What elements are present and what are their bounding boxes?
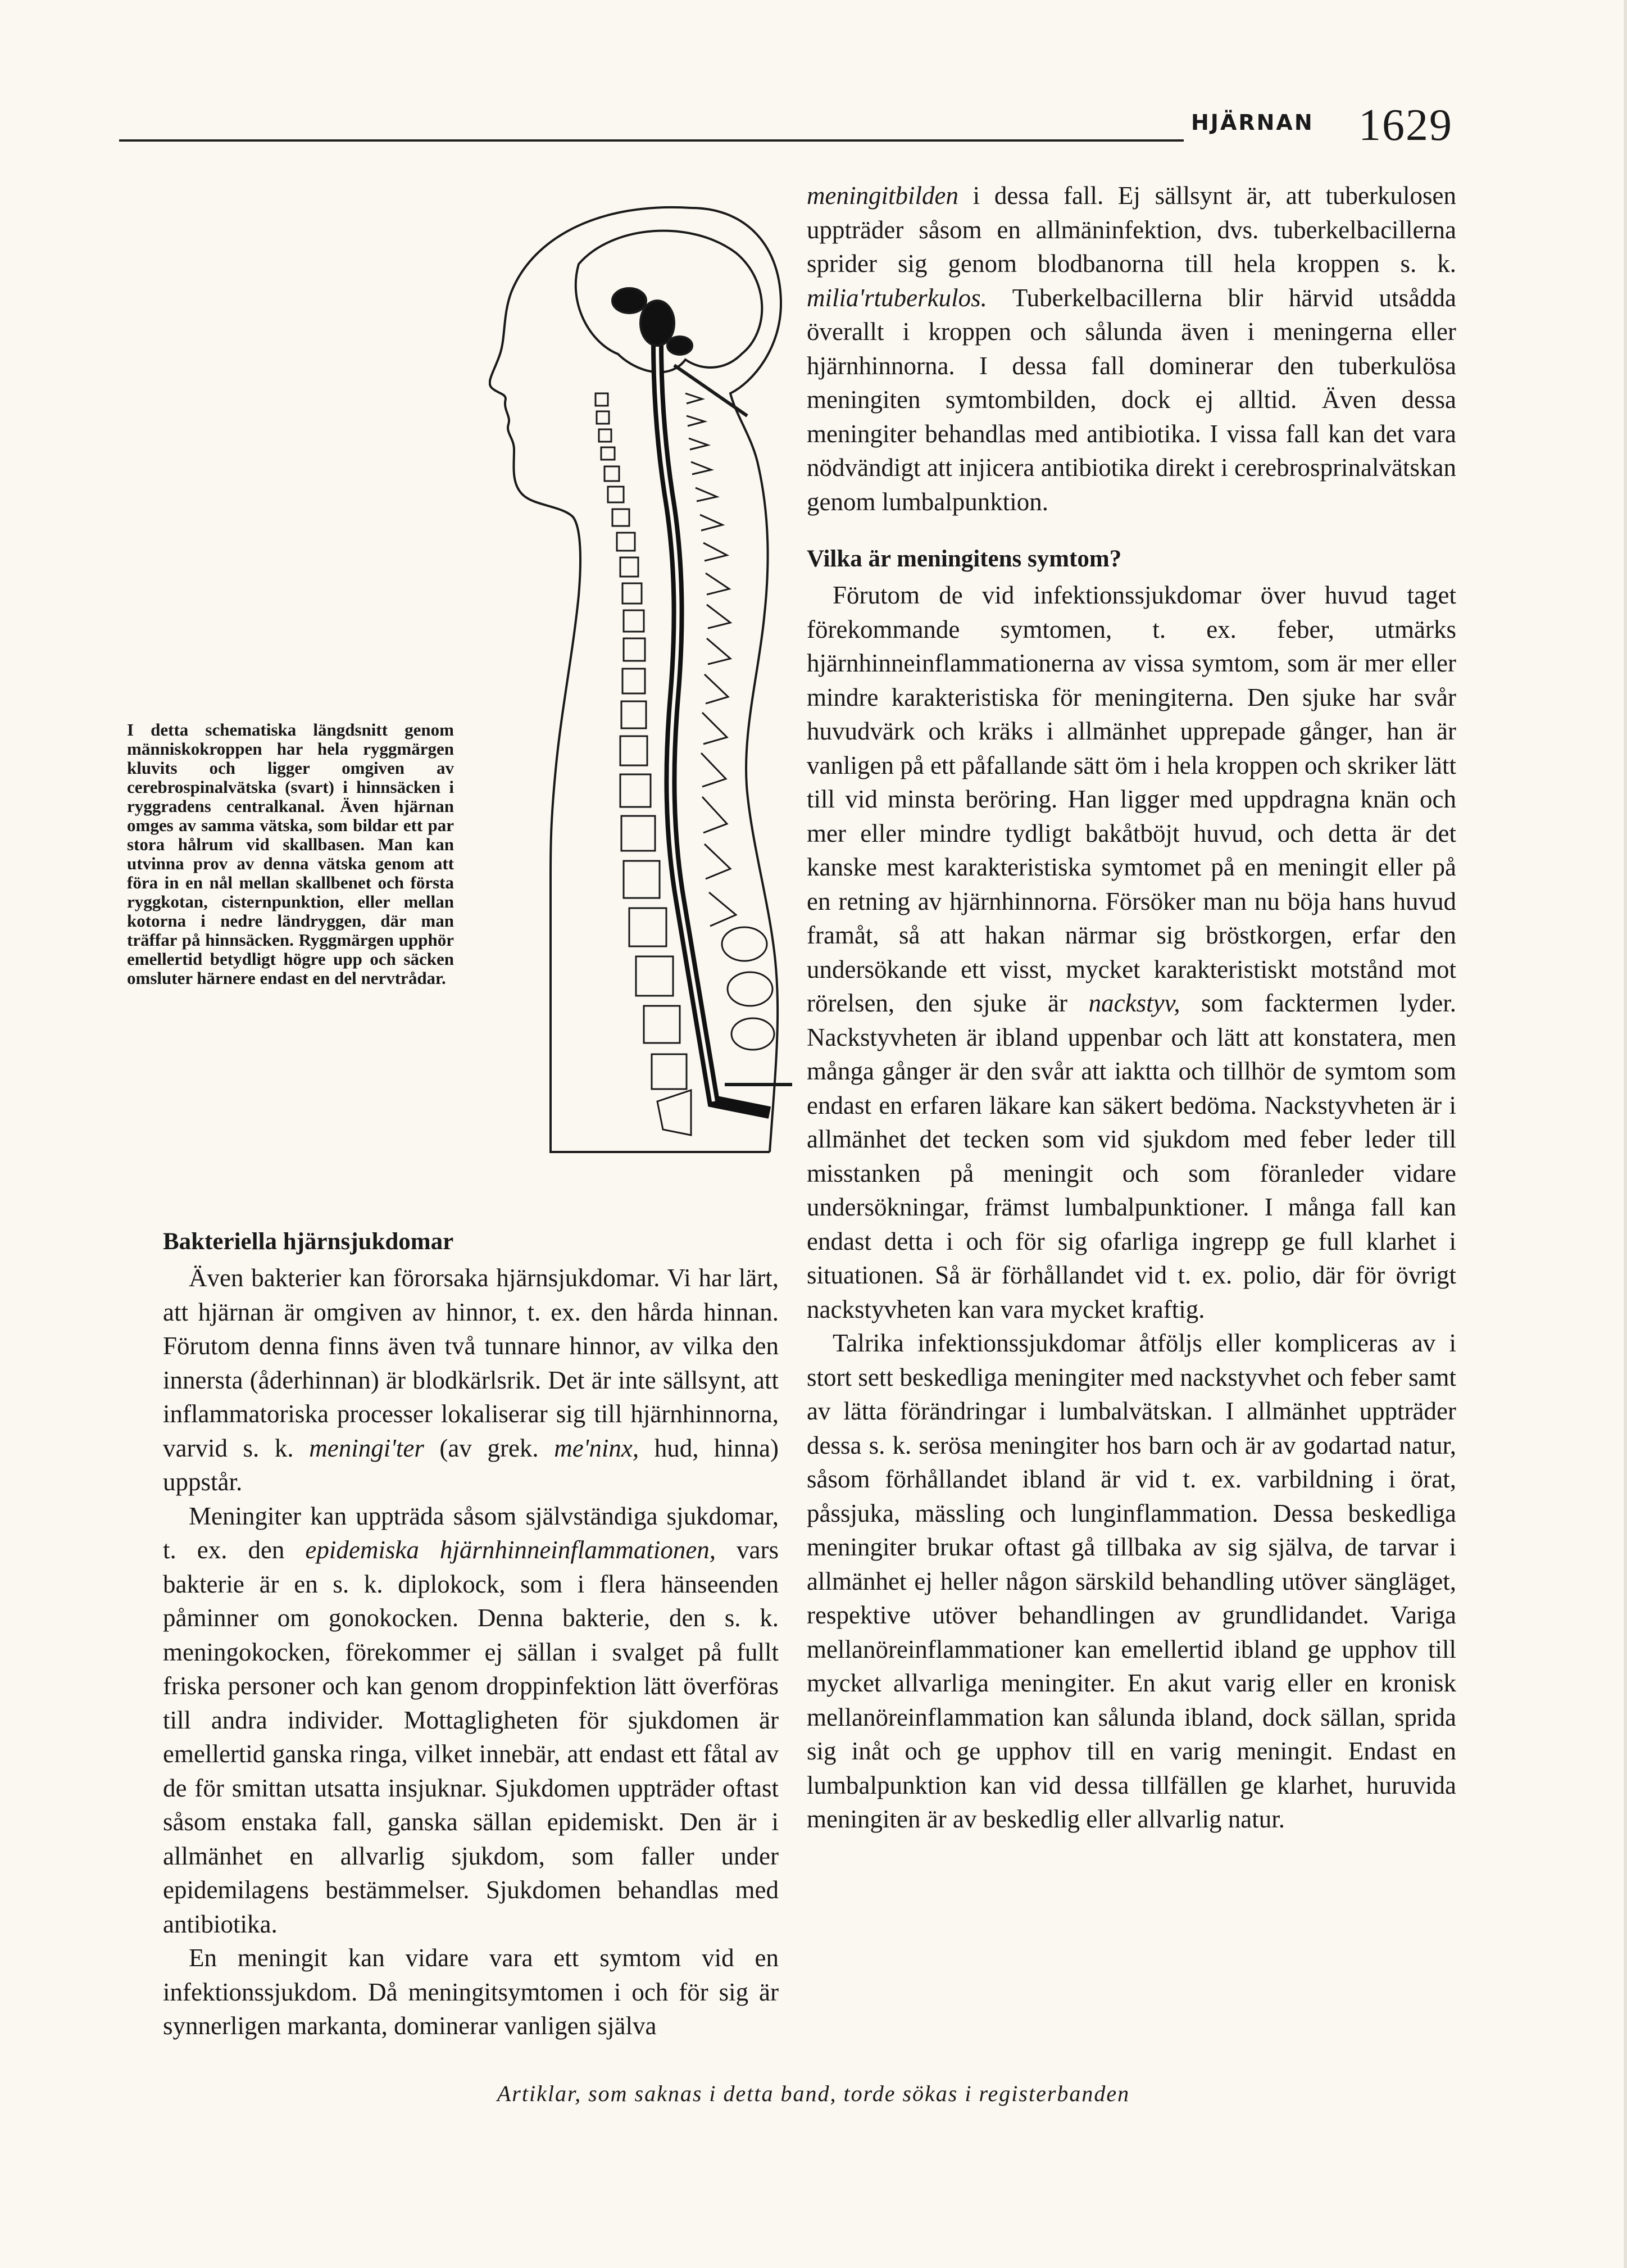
paragraph <box>807 578 1456 1326</box>
term: me'ninx, <box>554 1434 639 1462</box>
paragraph <box>163 1499 779 1942</box>
text-run: (av grek. <box>424 1434 555 1462</box>
footer-note: Artiklar, som saknas i detta band, torde sökas i registerbanden <box>497 2081 1130 2106</box>
section-heading-symptoms: Vilka är meningitens symtom? <box>807 546 1122 572</box>
section-heading-bacterial: Bakteriella hjärnsjukdomar <box>163 1228 454 1255</box>
caption-text: I detta schematiska längdsnitt genom människokroppen har hela ryggmärgen kluvits och ligger omgiven av cerebrospinalvätska (svart) i hinnsäcken i ryggradens centralkanal. Även hjärnan omges av samma vätska, som bildar ett par stora hålrum vid skallbasen. Man kan utvinna prov av denna vätska genom att föra in en nål mellan skallbenet och första ryggkotan, cisternpunktion, eller mellan kotorna i nedre ländryggen, där man träffar på hinnsäcken. Ryggmärgen upphör emellertid betydligt högre upp och säcken omsluter härnere endast en del nervtrådar. <box>127 720 454 988</box>
text-run: Tuberkelbacillerna blir härvid utsådda överallt i kroppen och sålunda även i meningerna eller hjärnhinnorna. I dessa fall dominerar den tuberkulösa meningiten symtombilden, dock ej alltid. Även dessa meningiter behandlas med antibiotika. I vissa fall kan det vara nödvändigt att injicera antibiotika direkt i cerebrosprinalvätskan genom lumbalpunktion. <box>807 283 1456 516</box>
running-head: HJÄRNAN <box>1191 110 1314 135</box>
term: nackstyv, <box>1088 989 1180 1017</box>
spine-illustration <box>489 202 792 1169</box>
term: meningi'ter <box>309 1434 424 1462</box>
header-rule <box>119 139 1184 142</box>
text-run: Förutom de vid infektionssjukdomar över huvud taget förekommande symtomen, t. ex. feber, utmärks hjärnhinneinflammationerna av vissa symtom, som är mer eller mindre karakteristiska för meningiterna. Den sjuke har svår huvudvärk och kräks i allmänhet upprepade gånger, han är vanligen på ett påfallande sätt öm i hela kroppen och skriker lätt till vid minsta beröring. Han ligger med uppdragna knän och mer eller mindre tydligt bakåtböjt huvud, och detta är det kanske mest karakteristiska symtomet på en meningit eller på en retning av hjärnhinnorna. Försöker man nu böja hans huvud framåt, så att hakan närmar sig bröstkorgen, erfar den undersökande ett visst, mycket karakteristiskt motstånd mot rörelsen, den sjuke är <box>807 581 1456 1017</box>
term: epidemiska hjärnhinneinflammationen, <box>305 1536 716 1564</box>
text-run: vars bakterie är en s. k. diplokock, som i flera hänseenden påminner om gonokocken. Denna bakterie, den s. k. meningokocken, förekommer ej sällan i svalget på fullt friska personer och kan genom droppinfektion lätt överföras till andra individer. Mottagligheten för sjukdomen är emellertid ganska ringa, vilket innebär, att endast ett fåtal av de för smittan utsatta insjuknar. Sjukdomen uppträder oftast såsom enstaka fall, ganska sällan epidemiskt. Den är i allmänhet en allvarlig sjukdom, som faller under epidemilagens bestämmelser. Sjukdomen behandlas med antibiotika. <box>163 1536 779 1938</box>
right-column <box>807 179 1456 1836</box>
text-run: i dessa fall. Ej sällsynt är, att tuberkulosen uppträder såsom en allmäninfektion, dvs. tuberkelbacillerna sprider sig genom blodbanorna till hela kroppen s. k. <box>807 182 1456 278</box>
paragraph: En meningit kan vidare vara ett symtom vid en infektionssjukdom. Då meningitsymtomen i och för sig är synnerligen markanta, dominerar vanligen själva <box>163 1944 779 2040</box>
text-run: Meningiter kan uppträda såsom självständiga sjukdomar, t. ex. den <box>163 1502 779 1564</box>
text-run: som facktermen lyder. Nackstyvheten är ibland uppenbar och lätt att konstatera, men många gånger är den svår att iaktta och tillhör de symtom som endast en erfaren läkare kan säkert bedöma. Nackstyvheten är i allmänhet det tecken som vid sjukdom med feber leder till misstanken på meningit och som föranleder vidare undersökningar, främst lumbalpunktioner. I många fall kan endast detta i och för sig ofarliga ingrepp ge full klarhet i situationen. Så är förhållandet vid t. ex. polio, där för övrigt nackstyvheten kan vara mycket kraftig. <box>807 989 1456 1323</box>
term: meningitbilden <box>807 182 958 210</box>
paragraph <box>807 179 1456 519</box>
paragraph: Talrika infektionssjukdomar åtföljs eller kompliceras av i stort sett beskedliga meningiter med nackstyvhet och feber samt av lätta förändringar i lumbalvätskan. I allmänhet uppträder dessa s. k. serösa meningiter hos barn och är av godartad natur, såsom förhållandet ibland är vid t. ex. varbildning i örat, påssjuka, mässling och lunginflammation. Dessa beskedliga meningiter brukar oftast gå tillbaka av sig själva, de tarvar i allmänhet ej heller någon särskild behandling utöver sängläget, respektive utöver behandlingen av grundlidandet. Variga mellanöreinflammationer kan emellertid ibland ge upphov till mycket allvarliga meningiter. En akut varig eller en kronisk mellanöreinflammation kan sålunda ibland, dock sällan, sprida sig inåt och ge upphov till en varig meningit. Endast en lumbalpunktion kan vid dessa tillfällen ge klarhet, huruvida meningiten är av beskedlig eller allvarlig natur. <box>807 1329 1456 1833</box>
term: milia'rtuberkulos. <box>807 283 987 312</box>
figure-caption <box>127 720 454 988</box>
left-column <box>163 1225 779 2043</box>
text-run: Även bakterier kan förorsaka hjärnsjukdomar. Vi har lärt, att hjärnan är omgiven av hinnor, t. ex. den hårda hinnan. Förutom denna finns även två tunnare hinnor, av vilka den innersta (åderhinnan) är blodkärlsrik. Det är inte sällsynt, att inflammatoriska processer lokaliserar sig till hjärnhinnorna, varvid s. k. <box>163 1264 779 1462</box>
text-run: hud, hinna) uppstår. <box>163 1434 779 1496</box>
page-number: 1629 <box>1358 101 1453 150</box>
paragraph <box>163 1261 779 1499</box>
